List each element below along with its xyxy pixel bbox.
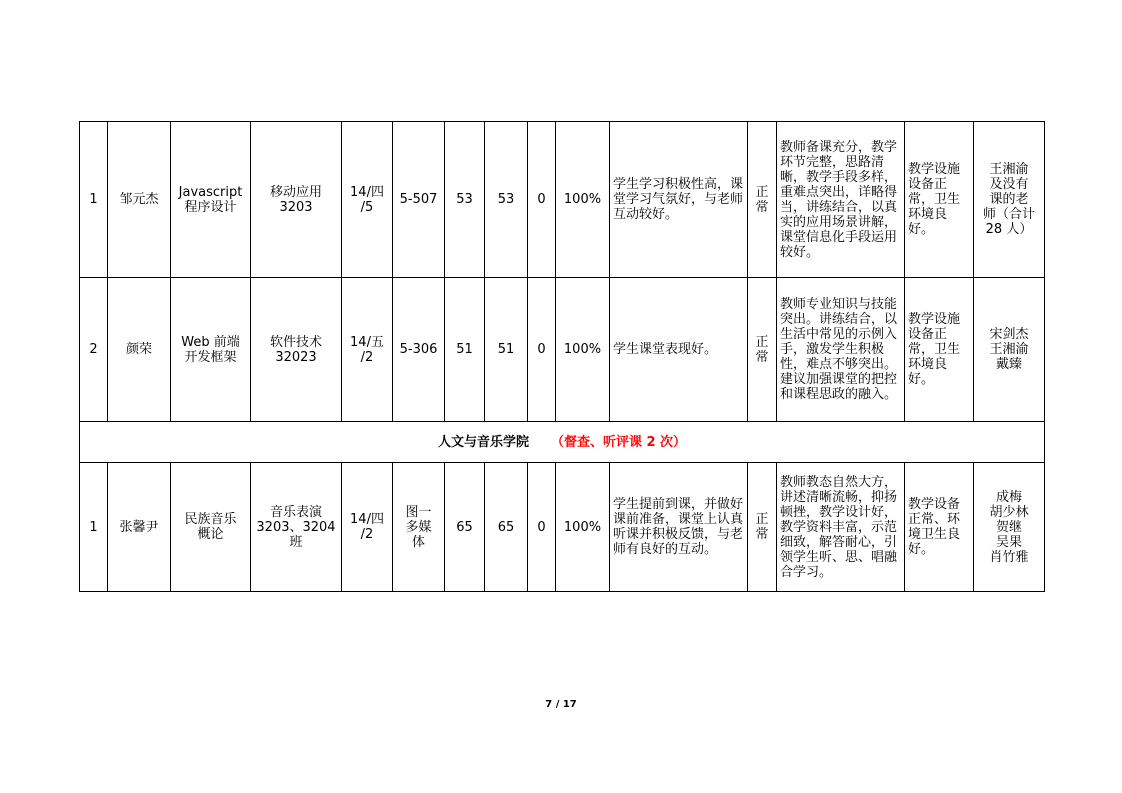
teacher-evaluation: 教师备课充分，教学环节完整，思路清晰，教学手段多样，重难点突出，详略得当，讲练结合，以真实的应用场景讲解，课堂信息化手段运用较好。	[777, 122, 905, 278]
observers: 成梅 胡少林 贺继 吴果 肖竹雅	[974, 463, 1045, 592]
expected-count: 51	[445, 278, 485, 422]
page-number: 7 / 17	[545, 699, 577, 710]
table-row	[80, 122, 1045, 278]
actual-count: 53	[485, 122, 528, 278]
section-header-row	[80, 422, 1045, 463]
class-time: 14/四 /5	[342, 122, 393, 278]
teacher-evaluation: 教师教态自然大方，讲述清晰流畅，抑扬顿挫，教学设计好，教学资料丰富，示范细致，解答耐心，引领学生听、思、唱融合学习。	[777, 463, 905, 592]
class-time: 14/四 /2	[342, 463, 393, 592]
classroom: 图一 多媒 体	[393, 463, 445, 592]
course-name: Javascript 程序设计	[171, 122, 251, 278]
teacher-name: 张馨尹	[108, 463, 171, 592]
actual-count: 51	[485, 278, 528, 422]
class-status: 正 常	[748, 278, 777, 422]
absent-count: 0	[528, 463, 556, 592]
class-status: 正 常	[748, 463, 777, 592]
section-header	[80, 422, 1045, 463]
observers: 宋剑杰 王湘渝 戴臻	[974, 278, 1045, 422]
course-name: 民族音乐 概论	[171, 463, 251, 592]
table-row	[80, 463, 1045, 592]
table-row	[80, 278, 1045, 422]
class-status: 正 常	[748, 122, 777, 278]
absent-count: 0	[528, 122, 556, 278]
class-time: 14/五 /2	[342, 278, 393, 422]
facility-status: 教学设施设备正常，卫生环境良好。	[905, 278, 974, 422]
inspection-table	[79, 121, 1045, 592]
section-note: （督查、听评课 2 次）	[550, 434, 687, 450]
classroom: 5-306	[393, 278, 445, 422]
absent-count: 0	[528, 278, 556, 422]
class-name: 移动应用 3203	[251, 122, 342, 278]
classroom: 5-507	[393, 122, 445, 278]
expected-count: 53	[445, 122, 485, 278]
student-evaluation: 学生学习积极性高，课堂学习气氛好，与老师互动较好。	[610, 122, 748, 278]
facility-status: 教学设施设备正常，卫生环境良好。	[905, 122, 974, 278]
class-name: 软件技术 32023	[251, 278, 342, 422]
actual-count: 65	[485, 463, 528, 592]
attendance-rate: 100%	[556, 463, 610, 592]
row-number: 1	[80, 463, 108, 592]
attendance-rate: 100%	[556, 122, 610, 278]
class-name: 音乐表演 3203、3204 班	[251, 463, 342, 592]
course-name: Web 前端 开发框架	[171, 278, 251, 422]
expected-count: 65	[445, 463, 485, 592]
teacher-name: 颜荣	[108, 278, 171, 422]
attendance-rate: 100%	[556, 278, 610, 422]
teacher-name: 邹元杰	[108, 122, 171, 278]
student-evaluation: 学生课堂表现好。	[610, 278, 748, 422]
observers: 王湘渝 及没有 课的老 师（合计 28 人）	[974, 122, 1045, 278]
student-evaluation: 学生提前到课，并做好课前准备，课堂上认真听课并积极反馈，与老师有良好的互动。	[610, 463, 748, 592]
row-number: 2	[80, 278, 108, 422]
section-title: 人文与音乐学院	[437, 434, 529, 450]
teacher-evaluation: 教师专业知识与技能突出。讲练结合，以生活中常见的示例入手，激发学生积极性，难点不够突出。建议加强课堂的把控和课程思政的融入。	[777, 278, 905, 422]
row-number: 1	[80, 122, 108, 278]
facility-status: 教学设备正常、环境卫生良好。	[905, 463, 974, 592]
